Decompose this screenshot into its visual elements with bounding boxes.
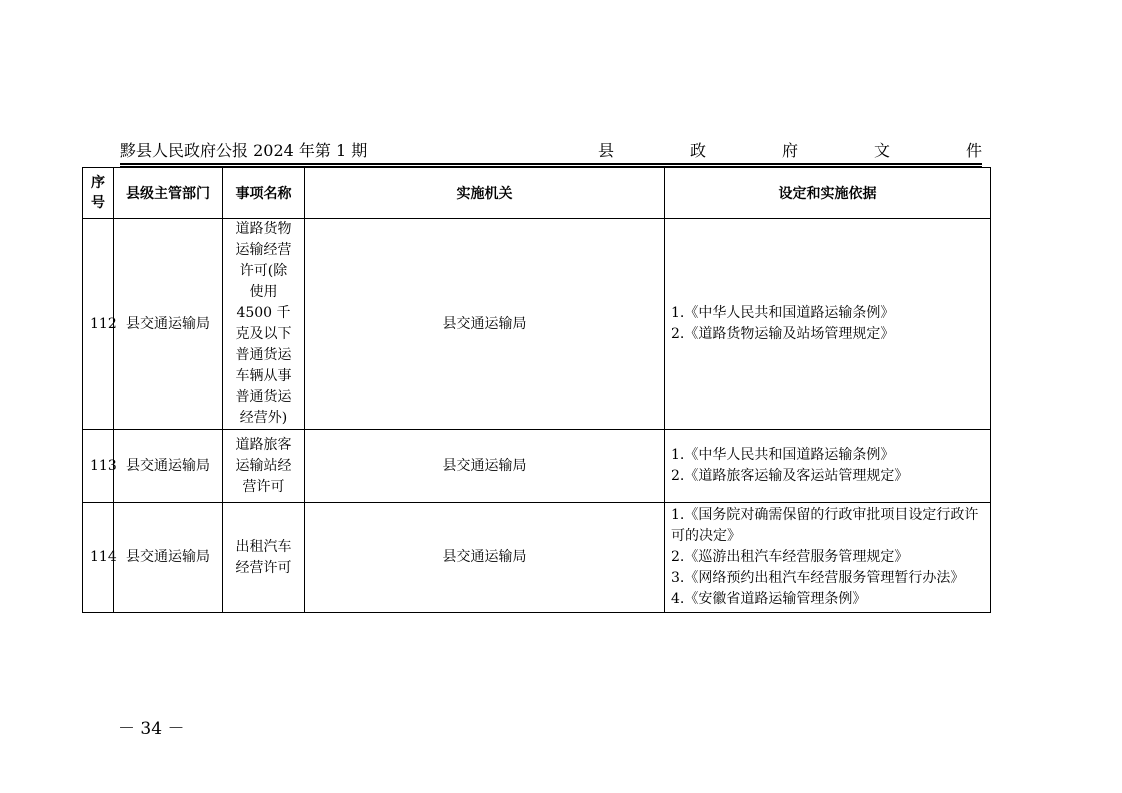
dept-cell: 县交通运输局 [114,219,223,430]
item-cell: 道路货物运输经营许可(除使用 4500 千克及以下普通货运车辆从事普通货运经营外) [223,219,305,430]
document-type [598,140,982,162]
basis-line: 2.《道路旅客运输及客运站管理规定》 [671,468,909,484]
agency-cell: 县交通运输局 [305,503,665,613]
basis-cell [665,219,991,430]
page-header [120,140,982,164]
item-cell: 道路旅客运输站经营许可 [223,430,305,503]
basis-cell [665,503,991,613]
document-type-char: 府 [781,141,798,160]
col-agency: 实施机关 [305,168,665,219]
dept-cell: 县交通运输局 [114,503,223,613]
table-row [83,219,991,430]
document-type-char: 文 [873,141,890,160]
gazette-title: 黟县人民政府公报 2024 年第 1 期 [120,141,368,160]
seq-cell: 113 [83,430,114,503]
basis-line: 1.《中华人民共和国道路运输条例》 [671,305,895,321]
page-number: － 34 － [118,719,185,739]
table-row [83,503,991,613]
agency-cell: 县交通运输局 [305,430,665,503]
document-type-char: 县 [598,141,615,160]
basis-line: 2.《道路货物运输及站场管理规定》 [671,326,895,342]
header-rule [120,163,982,165]
basis-line: 1.《中华人民共和国道路运输条例》 [671,447,895,463]
basis-line: 2.《巡游出租汽车经营服务管理规定》 [671,549,909,565]
document-type-char: 政 [689,141,706,160]
permit-table [82,167,991,613]
col-basis: 设定和实施依据 [665,168,991,219]
table-header-row [83,168,991,219]
basis-line: 3.《网络预约出租汽车经营服务管理暂行办法》 [671,570,965,586]
document-type-char: 件 [965,141,982,160]
dept-cell: 县交通运输局 [114,430,223,503]
col-seq: 序号 [83,168,114,219]
item-cell: 出租汽车经营许可 [223,503,305,613]
seq-cell: 112 [83,219,114,430]
basis-line: 4.《安徽省道路运输管理条例》 [671,591,867,607]
basis-cell [665,430,991,503]
col-item: 事项名称 [223,168,305,219]
basis-line: 1.《国务院对确需保留的行政审批项目设定行政许可的决定》 [671,507,979,544]
col-dept: 县级主管部门 [114,168,223,219]
agency-cell: 县交通运输局 [305,219,665,430]
table-row [83,430,991,503]
seq-cell: 114 [83,503,114,613]
